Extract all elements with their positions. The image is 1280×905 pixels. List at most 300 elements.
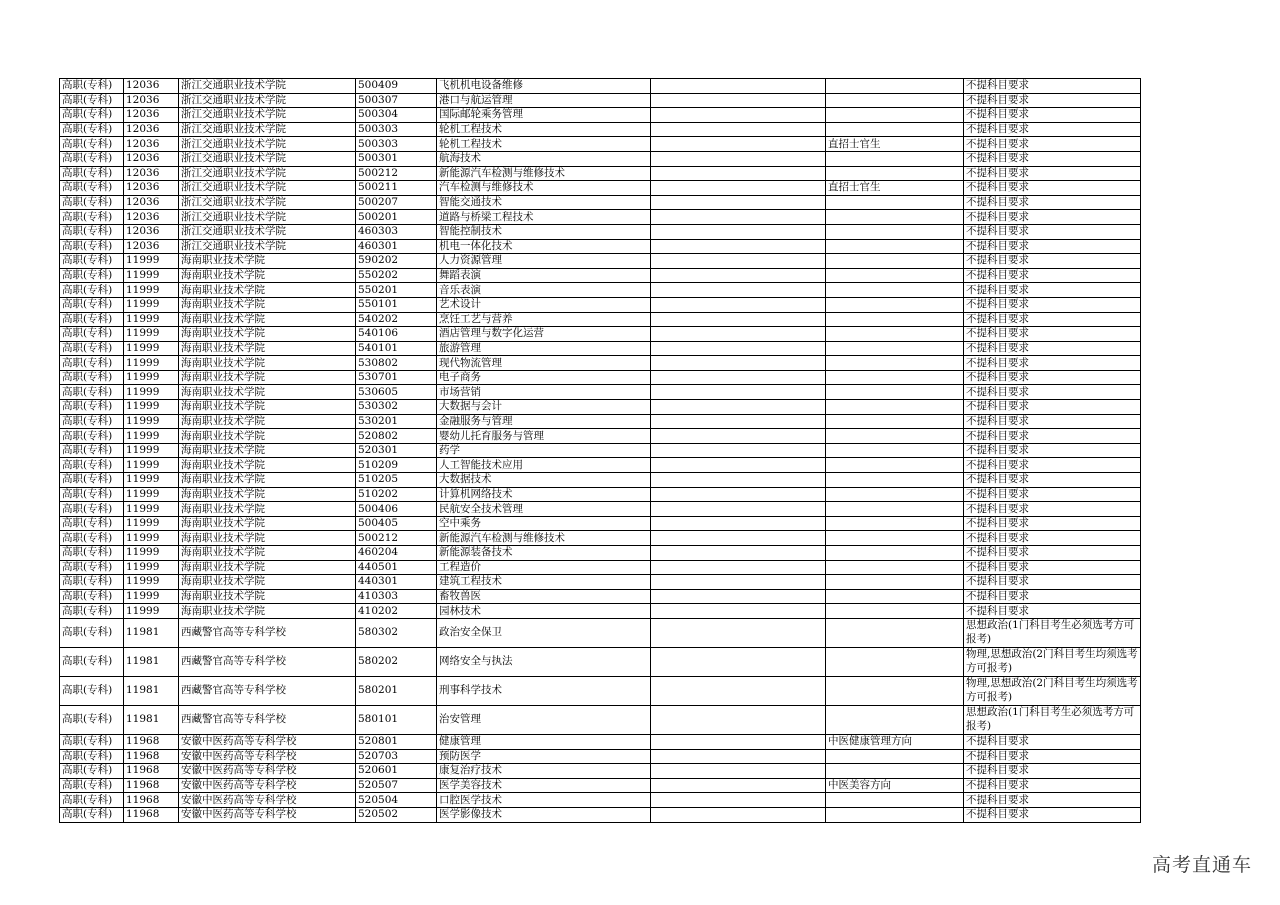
major-name-cell: 市场营销: [437, 385, 651, 400]
requirement-cell: 不提科目要求: [964, 516, 1141, 531]
level-cell: 高职(专科): [60, 210, 124, 225]
major-code-cell: 460303: [356, 224, 437, 239]
school-name-cell: 浙江交通职业技术学院: [179, 239, 356, 254]
blank-cell: [651, 604, 826, 619]
table-row: [60, 458, 1141, 473]
major-name-cell: 音乐表演: [437, 283, 651, 298]
major-name-cell: 治安管理: [437, 705, 651, 734]
blank-cell: [651, 254, 826, 269]
school-name-cell: 海南职业技术学院: [179, 341, 356, 356]
major-code-cell: 520301: [356, 443, 437, 458]
major-code-cell: 540202: [356, 312, 437, 327]
note-cell: [826, 473, 964, 488]
school-name-cell: 海南职业技术学院: [179, 589, 356, 604]
table-row: [60, 414, 1141, 429]
major-code-cell: 530701: [356, 370, 437, 385]
requirement-cell: 不提科目要求: [964, 473, 1141, 488]
major-code-cell: 500409: [356, 79, 437, 94]
table-row: [60, 546, 1141, 561]
level-cell: 高职(专科): [60, 79, 124, 94]
table-row: [60, 676, 1141, 705]
requirement-cell: 思想政治(1门科目考生必须选考方可报考): [964, 618, 1141, 647]
note-cell: [826, 647, 964, 676]
major-name-cell: 口腔医学技术: [437, 793, 651, 808]
requirement-cell: 不提科目要求: [964, 531, 1141, 546]
blank-cell: [651, 516, 826, 531]
requirement-cell: 不提科目要求: [964, 297, 1141, 312]
level-cell: 高职(专科): [60, 676, 124, 705]
blank-cell: [651, 268, 826, 283]
school-code-cell: 11999: [124, 502, 179, 517]
major-name-cell: 大数据与会计: [437, 400, 651, 415]
blank-cell: [651, 341, 826, 356]
school-code-cell: 11999: [124, 589, 179, 604]
major-code-cell: 530201: [356, 414, 437, 429]
major-name-cell: 医学影像技术: [437, 807, 651, 822]
blank-cell: [651, 400, 826, 415]
school-name-cell: 海南职业技术学院: [179, 604, 356, 619]
major-code-cell: 590202: [356, 254, 437, 269]
school-name-cell: 西藏警官高等专科学校: [179, 647, 356, 676]
requirement-cell: 不提科目要求: [964, 546, 1141, 561]
table-row: [60, 604, 1141, 619]
note-cell: [826, 79, 964, 94]
major-name-cell: 现代物流管理: [437, 356, 651, 371]
blank-cell: [651, 79, 826, 94]
level-cell: 高职(专科): [60, 370, 124, 385]
requirement-cell: 不提科目要求: [964, 312, 1141, 327]
major-name-cell: 空中乘务: [437, 516, 651, 531]
level-cell: 高职(专科): [60, 589, 124, 604]
blank-cell: [651, 181, 826, 196]
major-code-cell: 510202: [356, 487, 437, 502]
requirement-cell: 不提科目要求: [964, 560, 1141, 575]
major-code-cell: 540101: [356, 341, 437, 356]
level-cell: 高职(专科): [60, 195, 124, 210]
table-row: [60, 239, 1141, 254]
requirement-cell: 物理,思想政治(2门科目考生均须选考方可报考): [964, 676, 1141, 705]
blank-cell: [651, 647, 826, 676]
school-code-cell: 11999: [124, 560, 179, 575]
major-name-cell: 工程造价: [437, 560, 651, 575]
level-cell: 高职(专科): [60, 239, 124, 254]
school-code-cell: 11981: [124, 647, 179, 676]
school-code-cell: 12036: [124, 79, 179, 94]
major-code-cell: 520703: [356, 749, 437, 764]
school-code-cell: 11999: [124, 283, 179, 298]
major-code-cell: 530605: [356, 385, 437, 400]
requirement-cell: 不提科目要求: [964, 807, 1141, 822]
blank-cell: [651, 93, 826, 108]
school-name-cell: 浙江交通职业技术学院: [179, 210, 356, 225]
school-code-cell: 11981: [124, 676, 179, 705]
blank-cell: [651, 502, 826, 517]
requirement-cell: 不提科目要求: [964, 137, 1141, 152]
requirement-cell: 不提科目要求: [964, 224, 1141, 239]
major-name-cell: 婴幼儿托育服务与管理: [437, 429, 651, 444]
major-code-cell: 520601: [356, 764, 437, 779]
table-row: [60, 443, 1141, 458]
major-code-cell: 550101: [356, 297, 437, 312]
level-cell: 高职(专科): [60, 166, 124, 181]
table-row: [60, 429, 1141, 444]
school-code-cell: 11999: [124, 327, 179, 342]
major-code-cell: 530302: [356, 400, 437, 415]
blank-cell: [651, 778, 826, 793]
blank-cell: [651, 122, 826, 137]
school-name-cell: 海南职业技术学院: [179, 546, 356, 561]
school-code-cell: 11999: [124, 341, 179, 356]
major-name-cell: 网络安全与执法: [437, 647, 651, 676]
note-cell: [826, 443, 964, 458]
major-code-cell: 550202: [356, 268, 437, 283]
level-cell: 高职(专科): [60, 93, 124, 108]
level-cell: 高职(专科): [60, 604, 124, 619]
blank-cell: [651, 618, 826, 647]
major-code-cell: 580101: [356, 705, 437, 734]
blank-cell: [651, 370, 826, 385]
major-name-cell: 轮机工程技术: [437, 137, 651, 152]
level-cell: 高职(专科): [60, 254, 124, 269]
blank-cell: [651, 560, 826, 575]
note-cell: [826, 108, 964, 123]
school-code-cell: 11999: [124, 487, 179, 502]
major-code-cell: 500303: [356, 137, 437, 152]
requirement-cell: 不提科目要求: [964, 764, 1141, 779]
requirement-cell: 不提科目要求: [964, 487, 1141, 502]
table-row: [60, 122, 1141, 137]
requirement-cell: 不提科目要求: [964, 385, 1141, 400]
major-code-cell: 410202: [356, 604, 437, 619]
table-row: [60, 502, 1141, 517]
blank-cell: [651, 239, 826, 254]
blank-cell: [651, 283, 826, 298]
note-cell: [826, 166, 964, 181]
note-cell: [826, 676, 964, 705]
level-cell: 高职(专科): [60, 764, 124, 779]
note-cell: [826, 400, 964, 415]
school-code-cell: 11999: [124, 254, 179, 269]
table-row: [60, 385, 1141, 400]
blank-cell: [651, 151, 826, 166]
note-cell: [826, 268, 964, 283]
major-code-cell: 500207: [356, 195, 437, 210]
level-cell: 高职(专科): [60, 502, 124, 517]
blank-cell: [651, 312, 826, 327]
table-row: [60, 151, 1141, 166]
note-cell: [826, 560, 964, 575]
blank-cell: [651, 137, 826, 152]
major-code-cell: 500303: [356, 122, 437, 137]
table-row: [60, 778, 1141, 793]
requirement-cell: 不提科目要求: [964, 370, 1141, 385]
school-code-cell: 11999: [124, 385, 179, 400]
school-name-cell: 浙江交通职业技术学院: [179, 122, 356, 137]
requirement-cell: 不提科目要求: [964, 458, 1141, 473]
major-name-cell: 预防医学: [437, 749, 651, 764]
level-cell: 高职(专科): [60, 181, 124, 196]
level-cell: 高职(专科): [60, 356, 124, 371]
level-cell: 高职(专科): [60, 268, 124, 283]
table-row: [60, 195, 1141, 210]
table-row: [60, 254, 1141, 269]
note-cell: [826, 764, 964, 779]
major-name-cell: 医学美容技术: [437, 778, 651, 793]
school-name-cell: 海南职业技术学院: [179, 268, 356, 283]
major-code-cell: 460204: [356, 546, 437, 561]
school-code-cell: 11999: [124, 473, 179, 488]
school-code-cell: 11999: [124, 443, 179, 458]
school-name-cell: 浙江交通职业技术学院: [179, 166, 356, 181]
school-code-cell: 11999: [124, 604, 179, 619]
school-code-cell: 11999: [124, 356, 179, 371]
major-name-cell: 计算机网络技术: [437, 487, 651, 502]
school-code-cell: 12036: [124, 137, 179, 152]
school-name-cell: 安徽中医药高等专科学校: [179, 734, 356, 749]
major-code-cell: 500301: [356, 151, 437, 166]
major-code-cell: 500201: [356, 210, 437, 225]
note-cell: [826, 341, 964, 356]
school-name-cell: 海南职业技术学院: [179, 283, 356, 298]
note-cell: [826, 618, 964, 647]
school-code-cell: 12036: [124, 210, 179, 225]
table-row: [60, 370, 1141, 385]
major-code-cell: 410303: [356, 589, 437, 604]
school-code-cell: 11981: [124, 618, 179, 647]
level-cell: 高职(专科): [60, 341, 124, 356]
major-name-cell: 智能交通技术: [437, 195, 651, 210]
blank-cell: [651, 108, 826, 123]
major-name-cell: 畜牧兽医: [437, 589, 651, 604]
table-row: [60, 312, 1141, 327]
major-name-cell: 港口与航运管理: [437, 93, 651, 108]
school-name-cell: 海南职业技术学院: [179, 254, 356, 269]
note-cell: [826, 224, 964, 239]
note-cell: [826, 807, 964, 822]
major-code-cell: 580202: [356, 647, 437, 676]
major-name-cell: 刑事科学技术: [437, 676, 651, 705]
school-name-cell: 海南职业技术学院: [179, 531, 356, 546]
table-row: [60, 560, 1141, 575]
level-cell: 高职(专科): [60, 473, 124, 488]
school-name-cell: 海南职业技术学院: [179, 473, 356, 488]
school-name-cell: 海南职业技术学院: [179, 312, 356, 327]
level-cell: 高职(专科): [60, 312, 124, 327]
note-cell: [826, 254, 964, 269]
major-code-cell: 520502: [356, 807, 437, 822]
note-cell: [826, 589, 964, 604]
blank-cell: [651, 749, 826, 764]
major-name-cell: 康复治疗技术: [437, 764, 651, 779]
table-row: [60, 166, 1141, 181]
requirement-cell: 不提科目要求: [964, 283, 1141, 298]
school-name-cell: 安徽中医药高等专科学校: [179, 764, 356, 779]
note-cell: [826, 502, 964, 517]
major-code-cell: 500212: [356, 531, 437, 546]
table-row: [60, 764, 1141, 779]
level-cell: 高职(专科): [60, 297, 124, 312]
major-code-cell: 500405: [356, 516, 437, 531]
major-name-cell: 智能控制技术: [437, 224, 651, 239]
requirement-cell: 不提科目要求: [964, 356, 1141, 371]
school-code-cell: 11968: [124, 749, 179, 764]
school-name-cell: 海南职业技术学院: [179, 516, 356, 531]
school-name-cell: 海南职业技术学院: [179, 297, 356, 312]
requirement-cell: 不提科目要求: [964, 327, 1141, 342]
blank-cell: [651, 734, 826, 749]
blank-cell: [651, 297, 826, 312]
table-row: [60, 516, 1141, 531]
major-name-cell: 健康管理: [437, 734, 651, 749]
table-row: [60, 589, 1141, 604]
note-cell: [826, 122, 964, 137]
table-row: [60, 749, 1141, 764]
school-name-cell: 安徽中医药高等专科学校: [179, 807, 356, 822]
level-cell: 高职(专科): [60, 414, 124, 429]
table-row: [60, 793, 1141, 808]
school-name-cell: 浙江交通职业技术学院: [179, 224, 356, 239]
level-cell: 高职(专科): [60, 137, 124, 152]
school-code-cell: 11999: [124, 400, 179, 415]
major-code-cell: 500212: [356, 166, 437, 181]
major-name-cell: 电子商务: [437, 370, 651, 385]
table-row: [60, 283, 1141, 298]
table-row: [60, 575, 1141, 590]
requirement-cell: 不提科目要求: [964, 604, 1141, 619]
blank-cell: [651, 807, 826, 822]
table-row: [60, 356, 1141, 371]
school-name-cell: 安徽中医药高等专科学校: [179, 778, 356, 793]
level-cell: 高职(专科): [60, 546, 124, 561]
watermark-text: 高考直通车: [1151, 854, 1252, 876]
requirement-cell: 不提科目要求: [964, 195, 1141, 210]
note-cell: [826, 195, 964, 210]
requirement-cell: 不提科目要求: [964, 429, 1141, 444]
level-cell: 高职(专科): [60, 807, 124, 822]
note-cell: 中医健康管理方向: [826, 734, 964, 749]
major-name-cell: 国际邮轮乘务管理: [437, 108, 651, 123]
major-code-cell: 550201: [356, 283, 437, 298]
note-cell: [826, 93, 964, 108]
table-row: [60, 487, 1141, 502]
requirement-cell: 不提科目要求: [964, 778, 1141, 793]
school-code-cell: 11999: [124, 312, 179, 327]
major-code-cell: 500304: [356, 108, 437, 123]
major-code-cell: 460301: [356, 239, 437, 254]
level-cell: 高职(专科): [60, 224, 124, 239]
blank-cell: [651, 589, 826, 604]
blank-cell: [651, 546, 826, 561]
level-cell: 高职(专科): [60, 778, 124, 793]
note-cell: [826, 458, 964, 473]
major-code-cell: 520504: [356, 793, 437, 808]
blank-cell: [651, 210, 826, 225]
table-row: [60, 473, 1141, 488]
school-code-cell: 11999: [124, 370, 179, 385]
major-name-cell: 大数据技术: [437, 473, 651, 488]
blank-cell: [651, 487, 826, 502]
requirement-cell: 不提科目要求: [964, 93, 1141, 108]
school-name-cell: 西藏警官高等专科学校: [179, 618, 356, 647]
note-cell: [826, 312, 964, 327]
major-code-cell: 580302: [356, 618, 437, 647]
major-name-cell: 道路与桥梁工程技术: [437, 210, 651, 225]
major-name-cell: 轮机工程技术: [437, 122, 651, 137]
note-cell: [826, 705, 964, 734]
requirement-cell: 不提科目要求: [964, 122, 1141, 137]
school-name-cell: 安徽中医药高等专科学校: [179, 749, 356, 764]
school-name-cell: 西藏警官高等专科学校: [179, 705, 356, 734]
school-code-cell: 11999: [124, 297, 179, 312]
school-name-cell: 浙江交通职业技术学院: [179, 181, 356, 196]
school-code-cell: 12036: [124, 108, 179, 123]
blank-cell: [651, 327, 826, 342]
school-name-cell: 浙江交通职业技术学院: [179, 79, 356, 94]
level-cell: 高职(专科): [60, 749, 124, 764]
table-row: [60, 268, 1141, 283]
level-cell: 高职(专科): [60, 560, 124, 575]
note-cell: [826, 151, 964, 166]
requirement-cell: 不提科目要求: [964, 268, 1141, 283]
school-code-cell: 11999: [124, 546, 179, 561]
school-code-cell: 11999: [124, 268, 179, 283]
school-name-cell: 海南职业技术学院: [179, 400, 356, 415]
note-cell: [826, 356, 964, 371]
table-row: [60, 224, 1141, 239]
school-name-cell: 海南职业技术学院: [179, 414, 356, 429]
blank-cell: [651, 224, 826, 239]
school-name-cell: 浙江交通职业技术学院: [179, 195, 356, 210]
level-cell: 高职(专科): [60, 734, 124, 749]
school-code-cell: 12036: [124, 166, 179, 181]
major-name-cell: 园林技术: [437, 604, 651, 619]
school-name-cell: 海南职业技术学院: [179, 385, 356, 400]
blank-cell: [651, 429, 826, 444]
requirement-cell: 不提科目要求: [964, 575, 1141, 590]
major-name-cell: 新能源汽车检测与维修技术: [437, 166, 651, 181]
major-name-cell: 人工智能技术应用: [437, 458, 651, 473]
table-row: [60, 181, 1141, 196]
major-name-cell: 民航安全技术管理: [437, 502, 651, 517]
major-name-cell: 烹饪工艺与营养: [437, 312, 651, 327]
note-cell: [826, 531, 964, 546]
table-row: [60, 807, 1141, 822]
level-cell: 高职(专科): [60, 122, 124, 137]
school-name-cell: 海南职业技术学院: [179, 502, 356, 517]
school-name-cell: 海南职业技术学院: [179, 443, 356, 458]
school-name-cell: 海南职业技术学院: [179, 487, 356, 502]
school-code-cell: 11999: [124, 429, 179, 444]
requirement-cell: 不提科目要求: [964, 589, 1141, 604]
level-cell: 高职(专科): [60, 283, 124, 298]
level-cell: 高职(专科): [60, 400, 124, 415]
level-cell: 高职(专科): [60, 618, 124, 647]
level-cell: 高职(专科): [60, 705, 124, 734]
blank-cell: [651, 764, 826, 779]
school-name-cell: 海南职业技术学院: [179, 429, 356, 444]
requirement-cell: 不提科目要求: [964, 793, 1141, 808]
major-code-cell: 520802: [356, 429, 437, 444]
table-row: [60, 705, 1141, 734]
major-code-cell: 500406: [356, 502, 437, 517]
major-code-cell: 500211: [356, 181, 437, 196]
level-cell: 高职(专科): [60, 108, 124, 123]
level-cell: 高职(专科): [60, 487, 124, 502]
blank-cell: [651, 385, 826, 400]
note-cell: [826, 370, 964, 385]
table-row: [60, 734, 1141, 749]
requirement-cell: 不提科目要求: [964, 239, 1141, 254]
